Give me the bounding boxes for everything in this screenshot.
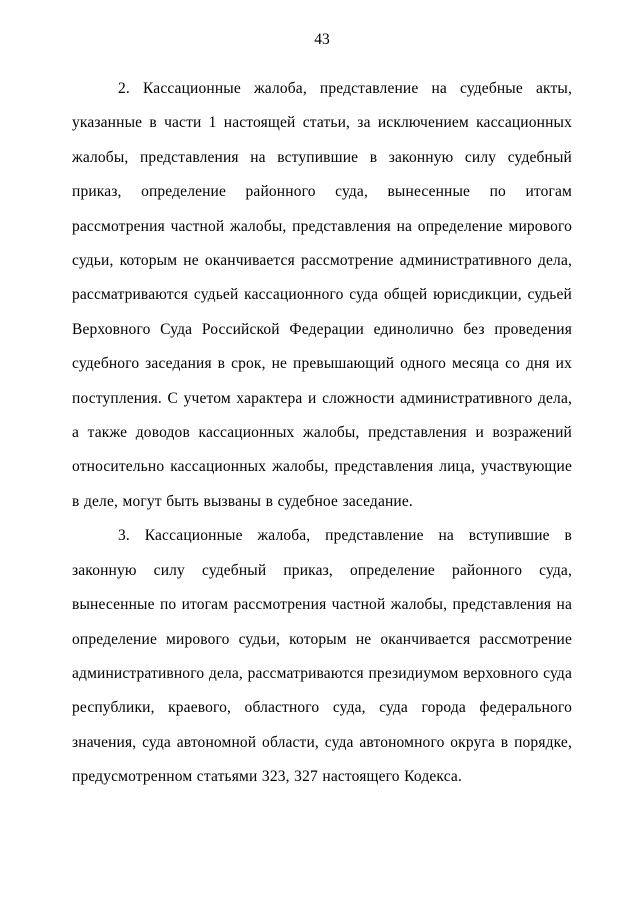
page-number: 43 (314, 31, 330, 48)
paragraph-2: 2. Кассационные жалоба, представление на судебные акты, указанные в части 1 настоящей статьи, за исключением кассационных жалобы, представления на вступившие в законную силу судебный приказ, определение районного суда, вынесенные по итогам рассмотрения частной жалобы, представления на определение мирового судьи, которым не оканчивается рассмотрение административного дела, рассматриваются судьей кассационного суда общей юрисдикции, судьей Верховного Суда Российской Федерации единолично без проведения судебного заседания в срок, не превышающий одного месяца со дня их поступления. С учетом характера и сложности административного дела, а также доводов кассационных жалобы, представления и возражений относительно кассационных жалобы, представления лица, участвующие в деле, могут быть вызваны в судебное заседание. (72, 80, 572, 510)
document-body (72, 72, 572, 795)
paragraph-3: 3. Кассационные жалоба, представление на вступившие в законную силу судебный приказ, определение районного суда, вынесенные по итогам рассмотрения частной жалобы, представления на определение мирового судьи, которым не оканчивается рассмотрение административного дела, рассматриваются президиумом верховного суда республики, краевого, областного суда, суда города федерального значения, суда автономной области, суда автономного округа в порядке, предусмотренном статьями 323, 327 настоящего Кодекса. (72, 527, 572, 786)
